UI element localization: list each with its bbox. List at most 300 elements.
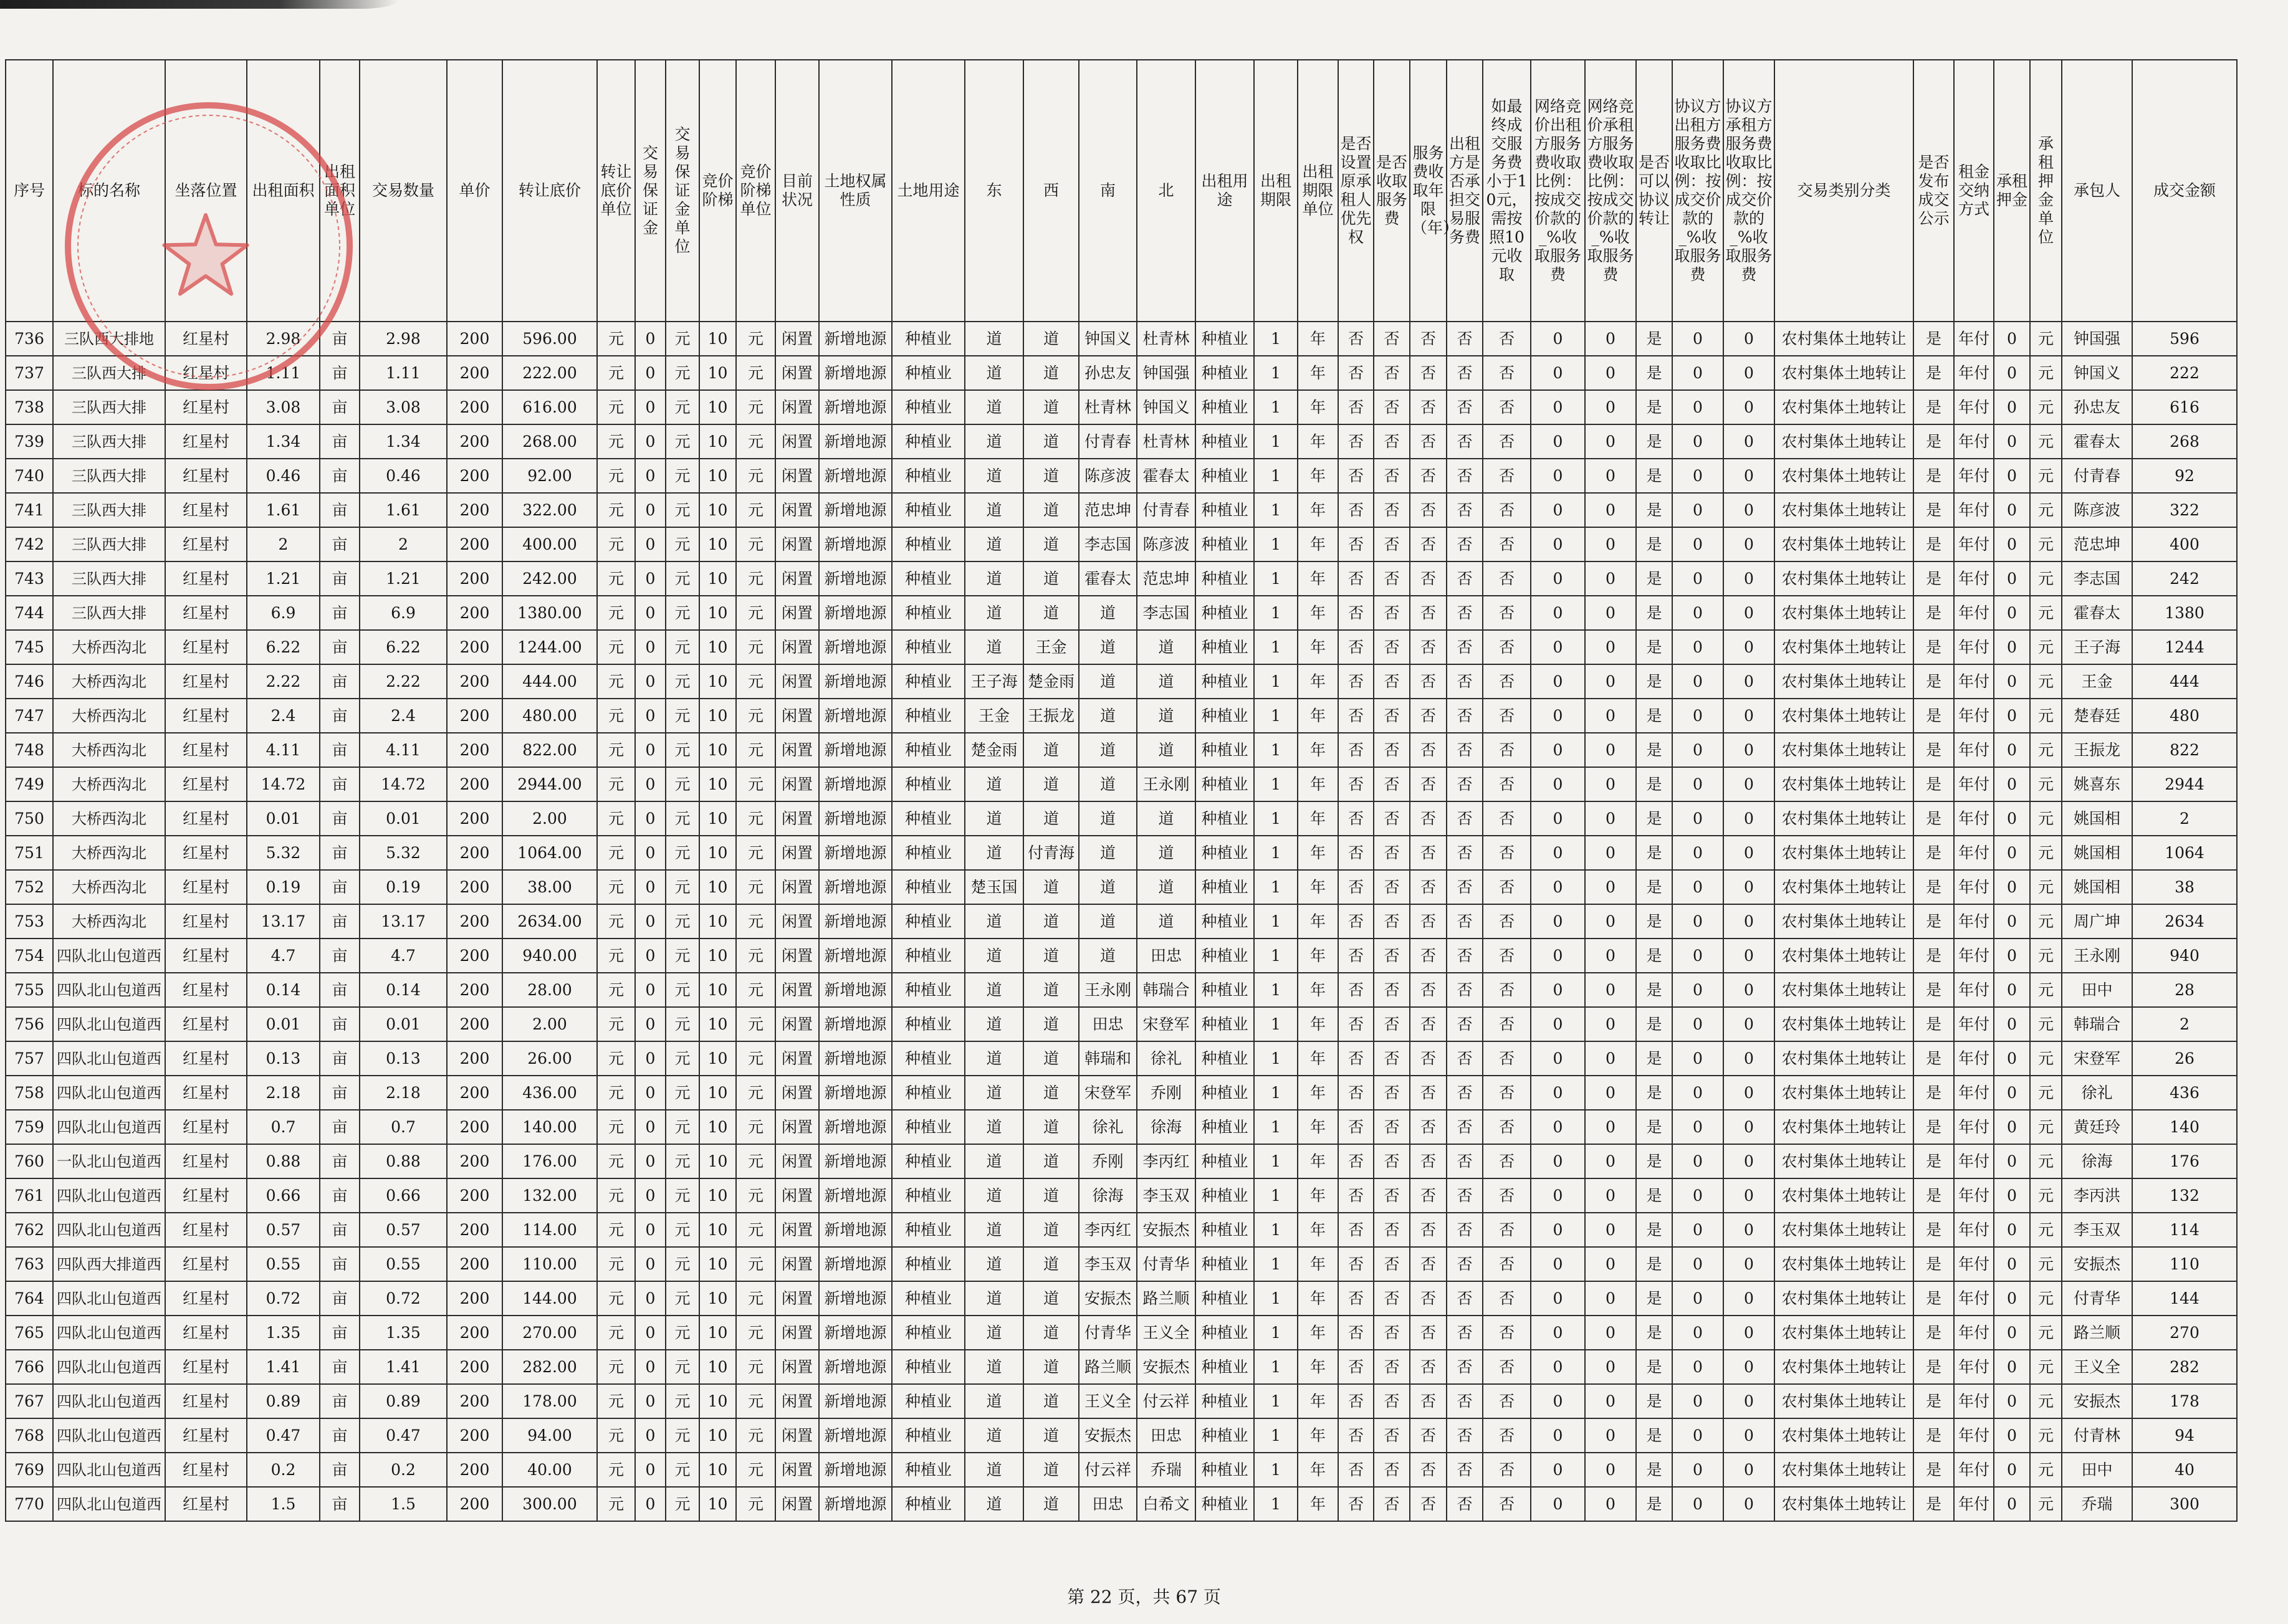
cell-south: 乔刚	[1079, 1144, 1137, 1178]
column-header-deal-amount: 成交金额	[2132, 60, 2237, 322]
cell-unit-price: 200	[447, 493, 502, 527]
table-row	[6, 1350, 2237, 1384]
cell-unit-price: 200	[447, 973, 502, 1007]
cell-target-name: 四队北山包道西	[53, 1453, 165, 1487]
cell-step-unit: 元	[736, 1110, 775, 1144]
cell-price-unit: 元	[597, 733, 635, 767]
cell-seq: 766	[6, 1350, 53, 1384]
cell-trade-qty: 2.22	[360, 664, 447, 699]
cell-east: 道	[965, 561, 1023, 596]
cell-lease-area: 6.22	[247, 630, 320, 664]
cell-north: 道	[1137, 870, 1195, 904]
cell-lease-deposit: 0	[1994, 1487, 2030, 1521]
cell-deal-amount: 2	[2132, 1007, 2237, 1041]
cell-online-lessor-ratio: 0	[1531, 1110, 1585, 1144]
cell-deposit-unit: 元	[666, 836, 699, 870]
cell-unit-price: 200	[447, 1076, 502, 1110]
cell-term-unit: 年	[1298, 459, 1338, 493]
cell-reserve-price: 1244.00	[502, 630, 597, 664]
cell-deal-amount: 940	[2132, 939, 2237, 973]
cell-agreement-lessor-ratio: 0	[1672, 527, 1723, 561]
cell-min-fee-10: 否	[1483, 973, 1531, 1007]
column-header-term-unit: 出租期限单位	[1298, 60, 1338, 322]
cell-location: 红星村	[165, 390, 247, 424]
cell-priority: 否	[1338, 1178, 1374, 1213]
cell-deposit-unit: 元	[666, 767, 699, 801]
cell-north: 道	[1137, 733, 1195, 767]
cell-area-unit: 亩	[320, 733, 360, 767]
cell-status: 闲置	[775, 424, 819, 459]
cell-lessor-pays-fee: 否	[1447, 424, 1483, 459]
cell-agreement-transfer: 是	[1636, 699, 1672, 733]
cell-trade-category: 农村集体土地转让	[1774, 1247, 1913, 1281]
cell-agreement-lessee-ratio: 0	[1723, 904, 1774, 939]
cell-reserve-price: 822.00	[502, 733, 597, 767]
cell-publish-notice: 是	[1913, 356, 1954, 390]
cell-status: 闲置	[775, 1144, 819, 1178]
cell-ownership: 新增地源	[819, 939, 892, 973]
cell-target-name: 四队北山包道西	[53, 1316, 165, 1350]
cell-ownership: 新增地源	[819, 1144, 892, 1178]
cell-step-unit: 元	[736, 767, 775, 801]
cell-term-unit: 年	[1298, 836, 1338, 870]
cell-priority: 否	[1338, 939, 1374, 973]
cell-east: 道	[965, 630, 1023, 664]
cell-land-use: 种植业	[892, 1316, 965, 1350]
cell-bid-step: 10	[699, 424, 736, 459]
cell-agreement-lessor-ratio: 0	[1672, 801, 1723, 836]
cell-step-unit: 元	[736, 1247, 775, 1281]
cell-lease-deposit-unit: 元	[2030, 1453, 2062, 1487]
cell-lease-area: 2	[247, 527, 320, 561]
cell-south: 王义全	[1079, 1384, 1137, 1418]
cell-priority: 否	[1338, 699, 1374, 733]
cell-lease-deposit-unit: 元	[2030, 1144, 2062, 1178]
cell-unit-price: 200	[447, 767, 502, 801]
cell-ownership: 新增地源	[819, 493, 892, 527]
cell-south: 王永刚	[1079, 973, 1137, 1007]
cell-area-unit: 亩	[320, 801, 360, 836]
cell-west: 道	[1023, 1487, 1079, 1521]
cell-min-fee-10: 否	[1483, 322, 1531, 356]
cell-deposit-unit: 元	[666, 1487, 699, 1521]
cell-north: 付青春	[1137, 493, 1195, 527]
cell-south: 路兰顺	[1079, 1350, 1137, 1384]
cell-agreement-lessor-ratio: 0	[1672, 1281, 1723, 1316]
cell-trade-category: 农村集体土地转让	[1774, 973, 1913, 1007]
cell-deal-amount: 2	[2132, 801, 2237, 836]
cell-south: 钟国义	[1079, 322, 1137, 356]
cell-priority: 否	[1338, 801, 1374, 836]
cell-lease-deposit: 0	[1994, 1384, 2030, 1418]
cell-north: 付青华	[1137, 1247, 1195, 1281]
cell-lease-deposit: 0	[1994, 322, 2030, 356]
cell-online-lessee-ratio: 0	[1585, 904, 1636, 939]
cell-priority: 否	[1338, 733, 1374, 767]
cell-status: 闲置	[775, 1453, 819, 1487]
cell-publish-notice: 是	[1913, 939, 1954, 973]
cell-contractor: 王义全	[2062, 1350, 2132, 1384]
cell-fee-years: 否	[1410, 493, 1447, 527]
cell-lease-deposit-unit: 元	[2030, 973, 2062, 1007]
cell-step-unit: 元	[736, 1384, 775, 1418]
cell-area-unit: 亩	[320, 699, 360, 733]
cell-location: 红星村	[165, 1144, 247, 1178]
cell-publish-notice: 是	[1913, 1281, 1954, 1316]
cell-contractor: 李玉双	[2062, 1213, 2132, 1247]
column-header-step-unit: 竞价阶梯单位	[736, 60, 775, 322]
cell-seq: 741	[6, 493, 53, 527]
table-row	[6, 1418, 2237, 1453]
cell-seq: 767	[6, 1384, 53, 1418]
cell-area-unit: 亩	[320, 1418, 360, 1453]
cell-publish-notice: 是	[1913, 767, 1954, 801]
cell-location: 红星村	[165, 630, 247, 664]
cell-area-unit: 亩	[320, 664, 360, 699]
cell-deposit-unit: 元	[666, 1007, 699, 1041]
cell-seq: 768	[6, 1418, 53, 1453]
cell-trade-category: 农村集体土地转让	[1774, 939, 1913, 973]
cell-area-unit: 亩	[320, 904, 360, 939]
cell-bid-step: 10	[699, 699, 736, 733]
cell-payment-method: 年付	[1954, 1041, 1994, 1076]
cell-agreement-lessor-ratio: 0	[1672, 1178, 1723, 1213]
cell-trade-category: 农村集体土地转让	[1774, 424, 1913, 459]
cell-fee-years: 否	[1410, 1110, 1447, 1144]
cell-trade-category: 农村集体土地转让	[1774, 1487, 1913, 1521]
cell-publish-notice: 是	[1913, 1247, 1954, 1281]
cell-seq: 761	[6, 1178, 53, 1213]
cell-west: 道	[1023, 390, 1079, 424]
cell-land-use: 种植业	[892, 870, 965, 904]
cell-term-unit: 年	[1298, 596, 1338, 630]
cell-online-lessee-ratio: 0	[1585, 493, 1636, 527]
cell-agreement-transfer: 是	[1636, 1076, 1672, 1110]
cell-north: 杜青林	[1137, 322, 1195, 356]
table-row	[6, 1076, 2237, 1110]
cell-target-name: 三队西大排	[53, 390, 165, 424]
cell-west: 道	[1023, 939, 1079, 973]
cell-land-use: 种植业	[892, 596, 965, 630]
cell-target-name: 四队北山包道西	[53, 1007, 165, 1041]
cell-lease-use: 种植业	[1195, 322, 1254, 356]
cell-lessor-pays-fee: 否	[1447, 561, 1483, 596]
cell-east: 道	[965, 1247, 1023, 1281]
cell-east: 道	[965, 1144, 1023, 1178]
cell-reserve-price: 940.00	[502, 939, 597, 973]
table-row	[6, 801, 2237, 836]
cell-lease-area: 0.89	[247, 1384, 320, 1418]
cell-deposit-unit: 元	[666, 699, 699, 733]
cell-unit-price: 200	[447, 424, 502, 459]
cell-fee-years: 否	[1410, 1418, 1447, 1453]
cell-min-fee-10: 否	[1483, 939, 1531, 973]
cell-priority: 否	[1338, 459, 1374, 493]
cell-deal-amount: 322	[2132, 493, 2237, 527]
cell-price-unit: 元	[597, 561, 635, 596]
table-row	[6, 664, 2237, 699]
table-row	[6, 561, 2237, 596]
cell-contractor: 王振龙	[2062, 733, 2132, 767]
cell-min-fee-10: 否	[1483, 801, 1531, 836]
cell-online-lessee-ratio: 0	[1585, 596, 1636, 630]
cell-north: 李玉双	[1137, 1178, 1195, 1213]
cell-priority: 否	[1338, 1384, 1374, 1418]
cell-west: 道	[1023, 904, 1079, 939]
cell-term-unit: 年	[1298, 1076, 1338, 1110]
cell-target-name: 三队西大排	[53, 596, 165, 630]
cell-reserve-price: 300.00	[502, 1487, 597, 1521]
cell-service-fee: 否	[1374, 973, 1410, 1007]
cell-lease-area: 0.57	[247, 1213, 320, 1247]
cell-north: 安振杰	[1137, 1213, 1195, 1247]
cell-agreement-lessor-ratio: 0	[1672, 1076, 1723, 1110]
cell-online-lessor-ratio: 0	[1531, 356, 1585, 390]
cell-lease-term: 1	[1254, 733, 1298, 767]
cell-deal-amount: 268	[2132, 424, 2237, 459]
cell-trade-qty: 5.32	[360, 836, 447, 870]
cell-trade-category: 农村集体土地转让	[1774, 527, 1913, 561]
cell-step-unit: 元	[736, 836, 775, 870]
cell-lease-term: 1	[1254, 527, 1298, 561]
cell-agreement-lessee-ratio: 0	[1723, 596, 1774, 630]
cell-lease-area: 1.35	[247, 1316, 320, 1350]
cell-price-unit: 元	[597, 493, 635, 527]
cell-seq: 751	[6, 836, 53, 870]
cell-bid-step: 10	[699, 630, 736, 664]
column-header-lease-area: 出租面积	[247, 60, 320, 322]
cell-agreement-lessee-ratio: 0	[1723, 664, 1774, 699]
cell-online-lessee-ratio: 0	[1585, 1178, 1636, 1213]
cell-lease-use: 种植业	[1195, 390, 1254, 424]
cell-lessor-pays-fee: 否	[1447, 390, 1483, 424]
cell-trade-category: 农村集体土地转让	[1774, 904, 1913, 939]
cell-north: 白希文	[1137, 1487, 1195, 1521]
cell-min-fee-10: 否	[1483, 1453, 1531, 1487]
cell-west: 道	[1023, 801, 1079, 836]
cell-seq: 758	[6, 1076, 53, 1110]
cell-bid-step: 10	[699, 527, 736, 561]
cell-lessor-pays-fee: 否	[1447, 527, 1483, 561]
cell-lease-deposit: 0	[1994, 459, 2030, 493]
cell-lease-area: 2.98	[247, 322, 320, 356]
cell-bid-step: 10	[699, 973, 736, 1007]
cell-ownership: 新增地源	[819, 870, 892, 904]
cell-deposit-unit: 元	[666, 390, 699, 424]
cell-lease-deposit: 0	[1994, 1041, 2030, 1076]
cell-lessor-pays-fee: 否	[1447, 459, 1483, 493]
cell-service-fee: 否	[1374, 1110, 1410, 1144]
cell-deal-amount: 1244	[2132, 630, 2237, 664]
cell-price-unit: 元	[597, 459, 635, 493]
cell-agreement-lessor-ratio: 0	[1672, 1350, 1723, 1384]
cell-payment-method: 年付	[1954, 1007, 1994, 1041]
table-row	[6, 836, 2237, 870]
cell-lessor-pays-fee: 否	[1447, 939, 1483, 973]
cell-reserve-price: 28.00	[502, 973, 597, 1007]
cell-lessor-pays-fee: 否	[1447, 733, 1483, 767]
cell-deal-amount: 480	[2132, 699, 2237, 733]
cell-deposit: 0	[635, 1350, 666, 1384]
cell-deal-amount: 282	[2132, 1350, 2237, 1384]
cell-agreement-transfer: 是	[1636, 424, 1672, 459]
cell-step-unit: 元	[736, 1453, 775, 1487]
cell-target-name: 四队北山包道西	[53, 1076, 165, 1110]
cell-publish-notice: 是	[1913, 1316, 1954, 1350]
cell-online-lessor-ratio: 0	[1531, 904, 1585, 939]
cell-lease-use: 种植业	[1195, 1178, 1254, 1213]
cell-status: 闲置	[775, 356, 819, 390]
cell-seq: 769	[6, 1453, 53, 1487]
cell-agreement-lessor-ratio: 0	[1672, 973, 1723, 1007]
cell-publish-notice: 是	[1913, 1213, 1954, 1247]
cell-status: 闲置	[775, 493, 819, 527]
cell-payment-method: 年付	[1954, 733, 1994, 767]
cell-agreement-lessee-ratio: 0	[1723, 836, 1774, 870]
cell-north: 道	[1137, 630, 1195, 664]
cell-bid-step: 10	[699, 733, 736, 767]
cell-trade-qty: 13.17	[360, 904, 447, 939]
cell-seq: 764	[6, 1281, 53, 1316]
cell-deposit: 0	[635, 596, 666, 630]
cell-publish-notice: 是	[1913, 904, 1954, 939]
cell-online-lessee-ratio: 0	[1585, 699, 1636, 733]
cell-payment-method: 年付	[1954, 561, 1994, 596]
cell-price-unit: 元	[597, 596, 635, 630]
cell-min-fee-10: 否	[1483, 1144, 1531, 1178]
cell-online-lessor-ratio: 0	[1531, 664, 1585, 699]
cell-trade-qty: 4.7	[360, 939, 447, 973]
cell-seq: 754	[6, 939, 53, 973]
cell-lease-deposit-unit: 元	[2030, 1281, 2062, 1316]
cell-target-name: 四队北山包道西	[53, 1213, 165, 1247]
cell-online-lessee-ratio: 0	[1585, 1041, 1636, 1076]
cell-north: 王义全	[1137, 1316, 1195, 1350]
cell-priority: 否	[1338, 1007, 1374, 1041]
cell-lease-use: 种植业	[1195, 527, 1254, 561]
cell-seq: 760	[6, 1144, 53, 1178]
cell-reserve-price: 110.00	[502, 1247, 597, 1281]
cell-south: 陈彦波	[1079, 459, 1137, 493]
table-body	[6, 322, 2237, 1521]
cell-bid-step: 10	[699, 1041, 736, 1076]
cell-lessor-pays-fee: 否	[1447, 870, 1483, 904]
cell-publish-notice: 是	[1913, 1418, 1954, 1453]
cell-agreement-lessee-ratio: 0	[1723, 870, 1774, 904]
cell-price-unit: 元	[597, 973, 635, 1007]
cell-south: 孙忠友	[1079, 356, 1137, 390]
cell-lease-use: 种植业	[1195, 870, 1254, 904]
cell-lease-area: 1.5	[247, 1487, 320, 1521]
cell-south: 道	[1079, 699, 1137, 733]
cell-service-fee: 否	[1374, 493, 1410, 527]
cell-service-fee: 否	[1374, 904, 1410, 939]
cell-status: 闲置	[775, 1418, 819, 1453]
cell-lease-deposit-unit: 元	[2030, 1418, 2062, 1453]
cell-trade-qty: 1.41	[360, 1350, 447, 1384]
cell-status: 闲置	[775, 1041, 819, 1076]
cell-trade-category: 农村集体土地转让	[1774, 561, 1913, 596]
cell-unit-price: 200	[447, 1041, 502, 1076]
cell-area-unit: 亩	[320, 1384, 360, 1418]
cell-price-unit: 元	[597, 904, 635, 939]
cell-ownership: 新增地源	[819, 459, 892, 493]
cell-step-unit: 元	[736, 973, 775, 1007]
cell-west: 道	[1023, 1316, 1079, 1350]
cell-service-fee: 否	[1374, 1487, 1410, 1521]
table-row	[6, 390, 2237, 424]
cell-step-unit: 元	[736, 390, 775, 424]
cell-seq: 740	[6, 459, 53, 493]
cell-bid-step: 10	[699, 1281, 736, 1316]
cell-north: 乔瑞	[1137, 1453, 1195, 1487]
cell-contractor: 霍春太	[2062, 424, 2132, 459]
cell-lease-deposit-unit: 元	[2030, 390, 2062, 424]
cell-agreement-lessor-ratio: 0	[1672, 733, 1723, 767]
cell-service-fee: 否	[1374, 1453, 1410, 1487]
cell-status: 闲置	[775, 1247, 819, 1281]
cell-online-lessor-ratio: 0	[1531, 699, 1585, 733]
cell-service-fee: 否	[1374, 424, 1410, 459]
cell-seq: 743	[6, 561, 53, 596]
cell-land-use: 种植业	[892, 630, 965, 664]
cell-step-unit: 元	[736, 493, 775, 527]
cell-online-lessor-ratio: 0	[1531, 973, 1585, 1007]
cell-agreement-lessor-ratio: 0	[1672, 767, 1723, 801]
cell-online-lessor-ratio: 0	[1531, 390, 1585, 424]
cell-deposit-unit: 元	[666, 459, 699, 493]
cell-status: 闲置	[775, 322, 819, 356]
cell-trade-category: 农村集体土地转让	[1774, 630, 1913, 664]
cell-east: 王子海	[965, 664, 1023, 699]
cell-min-fee-10: 否	[1483, 459, 1531, 493]
cell-west: 道	[1023, 1041, 1079, 1076]
column-header-online-lessee-ratio: 网络竞价承租方服务费收取比例：按成交价款的_%收取服务费	[1585, 60, 1636, 322]
cell-deposit: 0	[635, 1281, 666, 1316]
cell-ownership: 新增地源	[819, 1384, 892, 1418]
cell-contractor: 徐海	[2062, 1144, 2132, 1178]
cell-agreement-transfer: 是	[1636, 904, 1672, 939]
cell-price-unit: 元	[597, 1418, 635, 1453]
cell-ownership: 新增地源	[819, 767, 892, 801]
cell-step-unit: 元	[736, 1418, 775, 1453]
cell-target-name: 三队西大排	[53, 424, 165, 459]
cell-target-name: 大桥西沟北	[53, 801, 165, 836]
cell-seq: 757	[6, 1041, 53, 1076]
cell-lease-deposit: 0	[1994, 699, 2030, 733]
cell-lease-deposit: 0	[1994, 1316, 2030, 1350]
cell-land-use: 种植业	[892, 939, 965, 973]
cell-priority: 否	[1338, 1316, 1374, 1350]
cell-step-unit: 元	[736, 596, 775, 630]
cell-term-unit: 年	[1298, 1487, 1338, 1521]
cell-min-fee-10: 否	[1483, 561, 1531, 596]
cell-status: 闲置	[775, 699, 819, 733]
cell-payment-method: 年付	[1954, 1213, 1994, 1247]
cell-term-unit: 年	[1298, 1178, 1338, 1213]
cell-north: 宋登军	[1137, 1007, 1195, 1041]
cell-unit-price: 200	[447, 459, 502, 493]
cell-lease-deposit: 0	[1994, 836, 2030, 870]
cell-ownership: 新增地源	[819, 1487, 892, 1521]
cell-fee-years: 否	[1410, 322, 1447, 356]
cell-west: 道	[1023, 1178, 1079, 1213]
cell-land-use: 种植业	[892, 1041, 965, 1076]
cell-min-fee-10: 否	[1483, 904, 1531, 939]
cell-land-use: 种植业	[892, 1384, 965, 1418]
cell-west: 道	[1023, 767, 1079, 801]
cell-lease-deposit: 0	[1994, 596, 2030, 630]
